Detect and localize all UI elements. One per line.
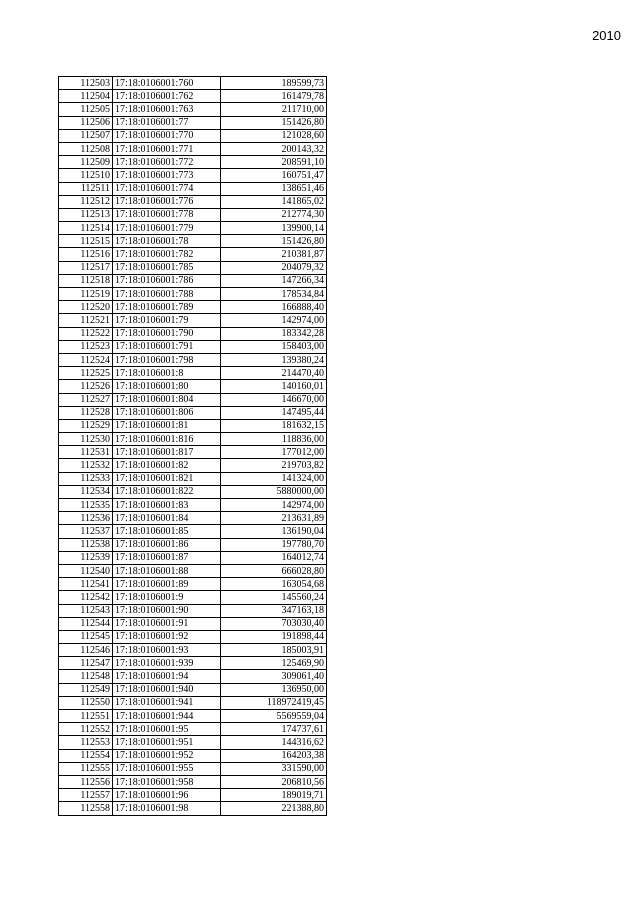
- cadastral-value: 166888,40: [221, 301, 327, 314]
- row-number: 112535: [59, 499, 113, 512]
- table-row: [59, 683, 327, 696]
- table-row: [59, 288, 327, 301]
- cadastral-number: 17:18:0106001:80: [113, 380, 221, 393]
- row-number: 112541: [59, 578, 113, 591]
- cadastral-number: 17:18:0106001:87: [113, 551, 221, 564]
- row-number: 112555: [59, 762, 113, 775]
- row-number: 112544: [59, 617, 113, 630]
- table-row: [59, 696, 327, 709]
- cadastral-value: 221388,80: [221, 802, 327, 815]
- cadastral-value: 141324,00: [221, 472, 327, 485]
- row-number: 112527: [59, 393, 113, 406]
- row-number: 112533: [59, 472, 113, 485]
- cadastral-number: 17:18:0106001:789: [113, 301, 221, 314]
- row-number: 112525: [59, 367, 113, 380]
- row-number: 112539: [59, 551, 113, 564]
- row-number: 112530: [59, 433, 113, 446]
- cadastral-number: 17:18:0106001:785: [113, 261, 221, 274]
- table-row: [59, 274, 327, 287]
- row-number: 112552: [59, 723, 113, 736]
- table-row: [59, 142, 327, 155]
- row-number: 112548: [59, 670, 113, 683]
- cadastral-value: 703030,40: [221, 617, 327, 630]
- cadastral-value: 147266,34: [221, 274, 327, 287]
- cadastral-number: 17:18:0106001:822: [113, 485, 221, 498]
- row-number: 112553: [59, 736, 113, 749]
- row-number: 112513: [59, 208, 113, 221]
- cadastral-number: 17:18:0106001:77: [113, 116, 221, 129]
- table-row: [59, 248, 327, 261]
- cadastral-value: 211710,00: [221, 103, 327, 116]
- row-number: 112534: [59, 485, 113, 498]
- row-number: 112507: [59, 129, 113, 142]
- row-number: 112524: [59, 353, 113, 366]
- table-row: [59, 314, 327, 327]
- cadastral-number: 17:18:0106001:90: [113, 604, 221, 617]
- row-number: 112519: [59, 288, 113, 301]
- table-row: [59, 261, 327, 274]
- cadastral-value: 204079,32: [221, 261, 327, 274]
- cadastral-number: 17:18:0106001:791: [113, 340, 221, 353]
- table-row: [59, 301, 327, 314]
- cadastral-number: 17:18:0106001:778: [113, 208, 221, 221]
- cadastral-value: 139380,24: [221, 353, 327, 366]
- cadastral-value: 177012,00: [221, 446, 327, 459]
- cadastral-value: 160751,47: [221, 169, 327, 182]
- cadastral-number: 17:18:0106001:95: [113, 723, 221, 736]
- table-row: [59, 433, 327, 446]
- cadastral-number: 17:18:0106001:798: [113, 353, 221, 366]
- cadastral-number: 17:18:0106001:816: [113, 433, 221, 446]
- cadastral-value: 125469,90: [221, 657, 327, 670]
- row-number: 112518: [59, 274, 113, 287]
- table-row: [59, 604, 327, 617]
- row-number: 112511: [59, 182, 113, 195]
- cadastral-value: 174737,61: [221, 723, 327, 736]
- row-number: 112526: [59, 380, 113, 393]
- cadastral-number: 17:18:0106001:806: [113, 406, 221, 419]
- cadastral-value: 197780,70: [221, 538, 327, 551]
- cadastral-value: 151426,80: [221, 235, 327, 248]
- cadastral-value-table: [58, 76, 327, 816]
- cadastral-number: 17:18:0106001:821: [113, 472, 221, 485]
- cadastral-number: 17:18:0106001:763: [113, 103, 221, 116]
- row-number: 112538: [59, 538, 113, 551]
- cadastral-value: 309061,40: [221, 670, 327, 683]
- table-row: [59, 208, 327, 221]
- table-row: [59, 736, 327, 749]
- row-number: 112509: [59, 156, 113, 169]
- cadastral-value: 139900,14: [221, 222, 327, 235]
- cadastral-number: 17:18:0106001:774: [113, 182, 221, 195]
- cadastral-value: 142974,00: [221, 314, 327, 327]
- cadastral-value: 136950,00: [221, 683, 327, 696]
- cadastral-value: 212774,30: [221, 208, 327, 221]
- cadastral-value: 347163,18: [221, 604, 327, 617]
- cadastral-value: 200143,32: [221, 142, 327, 155]
- cadastral-value: 5880000,00: [221, 485, 327, 498]
- row-number: 112542: [59, 591, 113, 604]
- table-row: [59, 591, 327, 604]
- table-row: [59, 749, 327, 762]
- table-row: [59, 129, 327, 142]
- cadastral-value: 140160,01: [221, 380, 327, 393]
- table-row: [59, 775, 327, 788]
- table-row: [59, 353, 327, 366]
- cadastral-value: 164012,74: [221, 551, 327, 564]
- cadastral-value: 142974,00: [221, 499, 327, 512]
- cadastral-value: 118972419,45: [221, 696, 327, 709]
- cadastral-number: 17:18:0106001:771: [113, 142, 221, 155]
- cadastral-value: 206810,56: [221, 775, 327, 788]
- row-number: 112517: [59, 261, 113, 274]
- table-row: [59, 156, 327, 169]
- cadastral-number: 17:18:0106001:8: [113, 367, 221, 380]
- cadastral-number: 17:18:0106001:786: [113, 274, 221, 287]
- row-number: 112551: [59, 710, 113, 723]
- cadastral-number: 17:18:0106001:98: [113, 802, 221, 815]
- cadastral-value: 141865,02: [221, 195, 327, 208]
- cadastral-number: 17:18:0106001:776: [113, 195, 221, 208]
- table-row: [59, 710, 327, 723]
- cadastral-value: 185003,91: [221, 644, 327, 657]
- row-number: 112528: [59, 406, 113, 419]
- cadastral-number: 17:18:0106001:78: [113, 235, 221, 248]
- row-number: 112550: [59, 696, 113, 709]
- row-number: 112536: [59, 512, 113, 525]
- cadastral-number: 17:18:0106001:93: [113, 644, 221, 657]
- table-row: [59, 499, 327, 512]
- cadastral-number: 17:18:0106001:762: [113, 90, 221, 103]
- table-row: [59, 789, 327, 802]
- row-number: 112508: [59, 142, 113, 155]
- cadastral-number: 17:18:0106001:89: [113, 578, 221, 591]
- cadastral-number: 17:18:0106001:81: [113, 419, 221, 432]
- cadastral-number: 17:18:0106001:91: [113, 617, 221, 630]
- cadastral-number: 17:18:0106001:817: [113, 446, 221, 459]
- row-number: 112543: [59, 604, 113, 617]
- row-number: 112512: [59, 195, 113, 208]
- cadastral-value: 136190,04: [221, 525, 327, 538]
- cadastral-number: 17:18:0106001:958: [113, 775, 221, 788]
- table-row: [59, 222, 327, 235]
- row-number: 112503: [59, 77, 113, 90]
- table-row: [59, 472, 327, 485]
- page-number: 2010: [592, 28, 621, 43]
- cadastral-value: 161479,78: [221, 90, 327, 103]
- row-number: 112506: [59, 116, 113, 129]
- cadastral-number: 17:18:0106001:951: [113, 736, 221, 749]
- row-number: 112545: [59, 630, 113, 643]
- table-row: [59, 538, 327, 551]
- cadastral-number: 17:18:0106001:790: [113, 327, 221, 340]
- table-row: [59, 525, 327, 538]
- cadastral-number: 17:18:0106001:939: [113, 657, 221, 670]
- table-row: [59, 617, 327, 630]
- cadastral-value: 210381,87: [221, 248, 327, 261]
- table-row: [59, 723, 327, 736]
- cadastral-value: 208591,10: [221, 156, 327, 169]
- table-row: [59, 327, 327, 340]
- cadastral-number: 17:18:0106001:782: [113, 248, 221, 261]
- row-number: 112532: [59, 459, 113, 472]
- cadastral-number: 17:18:0106001:941: [113, 696, 221, 709]
- cadastral-number: 17:18:0106001:773: [113, 169, 221, 182]
- table-row: [59, 802, 327, 815]
- table-row: [59, 446, 327, 459]
- cadastral-value: 5569559,04: [221, 710, 327, 723]
- row-number: 112505: [59, 103, 113, 116]
- table-row: [59, 459, 327, 472]
- table-row: [59, 630, 327, 643]
- cadastral-number: 17:18:0106001:96: [113, 789, 221, 802]
- cadastral-value: 183342,28: [221, 327, 327, 340]
- table-row: [59, 103, 327, 116]
- cadastral-value: 191898,44: [221, 630, 327, 643]
- row-number: 112531: [59, 446, 113, 459]
- table-row: [59, 169, 327, 182]
- row-number: 112558: [59, 802, 113, 815]
- cadastral-number: 17:18:0106001:804: [113, 393, 221, 406]
- cadastral-number: 17:18:0106001:779: [113, 222, 221, 235]
- row-number: 112557: [59, 789, 113, 802]
- cadastral-value: 213631,89: [221, 512, 327, 525]
- cadastral-value: 178534,84: [221, 288, 327, 301]
- row-number: 112547: [59, 657, 113, 670]
- table-row: [59, 578, 327, 591]
- cadastral-number: 17:18:0106001:952: [113, 749, 221, 762]
- cadastral-value: 151426,80: [221, 116, 327, 129]
- table-row: [59, 235, 327, 248]
- row-number: 112537: [59, 525, 113, 538]
- cadastral-number: 17:18:0106001:79: [113, 314, 221, 327]
- cadastral-value: 146670,00: [221, 393, 327, 406]
- table-row: [59, 419, 327, 432]
- table-row: [59, 551, 327, 564]
- cadastral-value: 181632,15: [221, 419, 327, 432]
- cadastral-number: 17:18:0106001:760: [113, 77, 221, 90]
- cadastral-value: 147495,44: [221, 406, 327, 419]
- table-row: [59, 644, 327, 657]
- cadastral-value: 189599,73: [221, 77, 327, 90]
- cadastral-number: 17:18:0106001:788: [113, 288, 221, 301]
- cadastral-value: 163054,68: [221, 578, 327, 591]
- row-number: 112520: [59, 301, 113, 314]
- table-row: [59, 380, 327, 393]
- row-number: 112504: [59, 90, 113, 103]
- row-number: 112556: [59, 775, 113, 788]
- table-row: [59, 116, 327, 129]
- cadastral-number: 17:18:0106001:940: [113, 683, 221, 696]
- cadastral-number: 17:18:0106001:85: [113, 525, 221, 538]
- table-row: [59, 657, 327, 670]
- cadastral-number: 17:18:0106001:955: [113, 762, 221, 775]
- table-row: [59, 393, 327, 406]
- cadastral-number: 17:18:0106001:944: [113, 710, 221, 723]
- cadastral-value: 121028,60: [221, 129, 327, 142]
- cadastral-number: 17:18:0106001:94: [113, 670, 221, 683]
- cadastral-number: 17:18:0106001:84: [113, 512, 221, 525]
- row-number: 112529: [59, 419, 113, 432]
- cadastral-value: 138651,46: [221, 182, 327, 195]
- row-number: 112540: [59, 564, 113, 577]
- table-row: [59, 512, 327, 525]
- row-number: 112515: [59, 235, 113, 248]
- table-body: [59, 77, 327, 816]
- table-row: [59, 485, 327, 498]
- table-row: [59, 564, 327, 577]
- cadastral-value: 164203,38: [221, 749, 327, 762]
- cadastral-number: 17:18:0106001:770: [113, 129, 221, 142]
- row-number: 112523: [59, 340, 113, 353]
- cadastral-number: 17:18:0106001:92: [113, 630, 221, 643]
- table-row: [59, 77, 327, 90]
- cadastral-value: 214470,40: [221, 367, 327, 380]
- row-number: 112514: [59, 222, 113, 235]
- cadastral-value: 145560,24: [221, 591, 327, 604]
- cadastral-value: 118836,00: [221, 433, 327, 446]
- cadastral-value: 144316,62: [221, 736, 327, 749]
- table-row: [59, 182, 327, 195]
- table-row: [59, 406, 327, 419]
- row-number: 112546: [59, 644, 113, 657]
- cadastral-value: 666028,80: [221, 564, 327, 577]
- cadastral-number: 17:18:0106001:9: [113, 591, 221, 604]
- row-number: 112521: [59, 314, 113, 327]
- table-row: [59, 340, 327, 353]
- cadastral-value: 219703,82: [221, 459, 327, 472]
- row-number: 112554: [59, 749, 113, 762]
- table-row: [59, 195, 327, 208]
- cadastral-number: 17:18:0106001:86: [113, 538, 221, 551]
- cadastral-value: 158403,00: [221, 340, 327, 353]
- table-row: [59, 670, 327, 683]
- cadastral-number: 17:18:0106001:772: [113, 156, 221, 169]
- cadastral-number: 17:18:0106001:82: [113, 459, 221, 472]
- cadastral-number: 17:18:0106001:83: [113, 499, 221, 512]
- table-row: [59, 762, 327, 775]
- cadastral-value: 189019,71: [221, 789, 327, 802]
- table-row: [59, 90, 327, 103]
- cadastral-number: 17:18:0106001:88: [113, 564, 221, 577]
- row-number: 112516: [59, 248, 113, 261]
- row-number: 112522: [59, 327, 113, 340]
- cadastral-value: 331590,00: [221, 762, 327, 775]
- row-number: 112549: [59, 683, 113, 696]
- table-row: [59, 367, 327, 380]
- row-number: 112510: [59, 169, 113, 182]
